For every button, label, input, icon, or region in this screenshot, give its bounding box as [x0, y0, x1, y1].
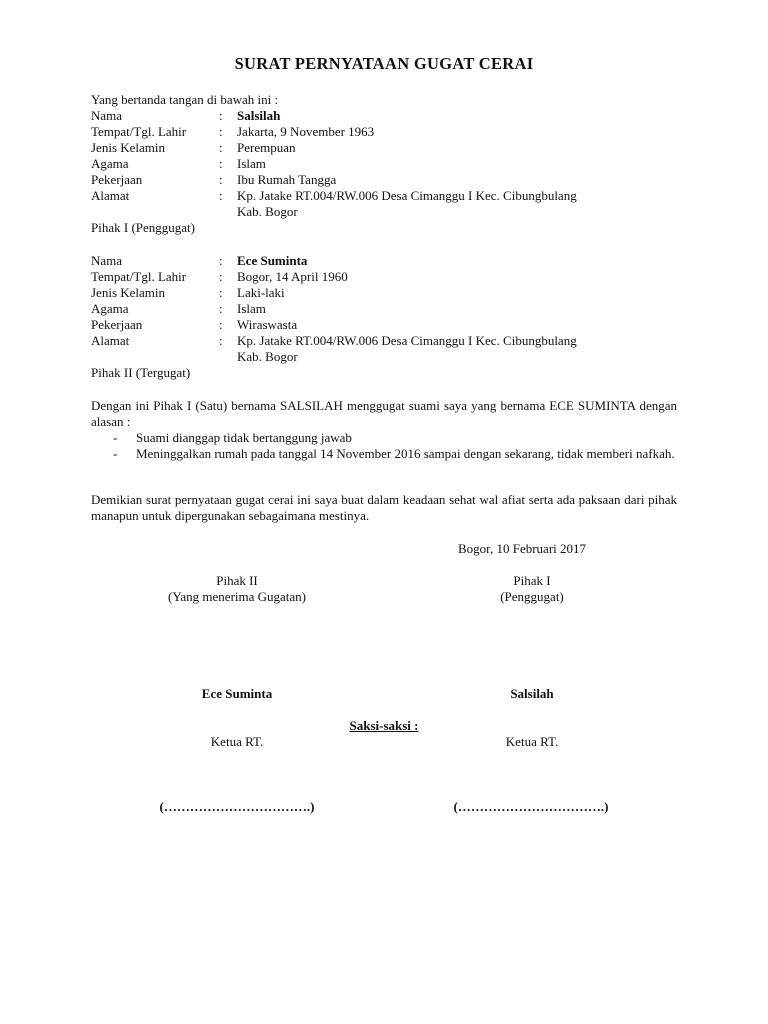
signer-subrole: (Yang menerima Gugatan) — [167, 589, 307, 604]
field-label: Agama — [91, 156, 129, 171]
witnesses-heading: Saksi-saksi : — [349, 718, 419, 733]
field-value: Islam — [237, 156, 266, 171]
field-label: Pekerjaan — [91, 317, 143, 332]
field-colon: : — [219, 188, 223, 203]
signer-role: Pihak II — [216, 573, 258, 588]
field-label: Jenis Kelamin — [91, 140, 166, 155]
field-colon: : — [219, 285, 223, 300]
witness-role: Ketua RT. — [505, 734, 559, 749]
closing-paragraph: Demikian surat pernyataan gugat cerai ini saya buat dalam keadaan sehat wal afiat serta ada paksaan dari pihak manapun untuk dipergunakan sebagaimana mestinya. — [91, 492, 677, 523]
field-value: Laki-laki — [237, 285, 285, 300]
field-label: Jenis Kelamin — [91, 285, 166, 300]
witness-signature-blank: (…………………………….) — [159, 799, 315, 814]
field-label: Tempat/Tgl. Lahir — [91, 124, 187, 139]
field-colon: : — [219, 301, 223, 316]
field-value: Wiraswasta — [237, 317, 298, 332]
field-value: Kp. Jatake RT.004/RW.006 Desa Cimanggu I Kec. Cibungbulang — [237, 188, 577, 203]
reason-item: Meninggalkan rumah pada tanggal 14 November 2016 sampai dengan sekarang, tidak memberi nafkah. — [136, 446, 675, 461]
bullet-dash: - — [113, 430, 118, 445]
field-value: Islam — [237, 301, 266, 316]
field-label: Nama — [91, 108, 123, 123]
pihak2-name: Ece Suminta — [237, 253, 308, 268]
witness-signature-blank: (…………………………….) — [453, 799, 609, 814]
field-colon: : — [219, 140, 223, 155]
field-value-line2: Kab. Bogor — [237, 204, 298, 219]
document-title: SURAT PERNYATAAN GUGAT CERAI — [234, 54, 534, 73]
signer-subrole: (Penggugat) — [500, 589, 564, 604]
pihak2-caption: Pihak II (Tergugat) — [91, 365, 191, 380]
witness-role: Ketua RT. — [210, 734, 264, 749]
pihak1-name: Salsilah — [237, 108, 281, 123]
statement-paragraph: Dengan ini Pihak I (Satu) bernama SALSILAH menggugat suami saya yang bernama ECE SUMINTA dengan alasan : — [91, 398, 677, 429]
field-colon: : — [219, 333, 223, 348]
field-value: Perempuan — [237, 140, 296, 155]
field-label: Agama — [91, 301, 129, 316]
reason-item: Suami dianggap tidak bertanggung jawab — [136, 430, 352, 445]
field-colon: : — [219, 317, 223, 332]
field-label: Alamat — [91, 333, 130, 348]
field-label: Alamat — [91, 188, 130, 203]
field-colon: : — [219, 172, 223, 187]
field-value: Bogor, 14 April 1960 — [237, 269, 348, 284]
field-value-line2: Kab. Bogor — [237, 349, 298, 364]
signer-name: Salsilah — [510, 686, 554, 701]
field-colon: : — [219, 253, 223, 268]
place-date: Bogor, 10 Februari 2017 — [458, 541, 587, 556]
signer-name: Ece Suminta — [201, 686, 273, 701]
field-label: Tempat/Tgl. Lahir — [91, 269, 187, 284]
field-colon: : — [219, 156, 223, 171]
field-label: Nama — [91, 253, 123, 268]
field-colon: : — [219, 124, 223, 139]
pihak1-caption: Pihak I (Penggugat) — [91, 220, 195, 235]
field-colon: : — [219, 269, 223, 284]
field-label: Pekerjaan — [91, 172, 143, 187]
bullet-dash: - — [113, 446, 118, 461]
signer-role: Pihak I — [513, 573, 551, 588]
field-value: Jakarta, 9 November 1963 — [237, 124, 375, 139]
field-value: Ibu Rumah Tangga — [237, 172, 337, 187]
intro-text: Yang bertanda tangan di bawah ini : — [91, 92, 279, 107]
field-value: Kp. Jatake RT.004/RW.006 Desa Cimanggu I Kec. Cibungbulang — [237, 333, 577, 348]
field-colon: : — [219, 108, 223, 123]
